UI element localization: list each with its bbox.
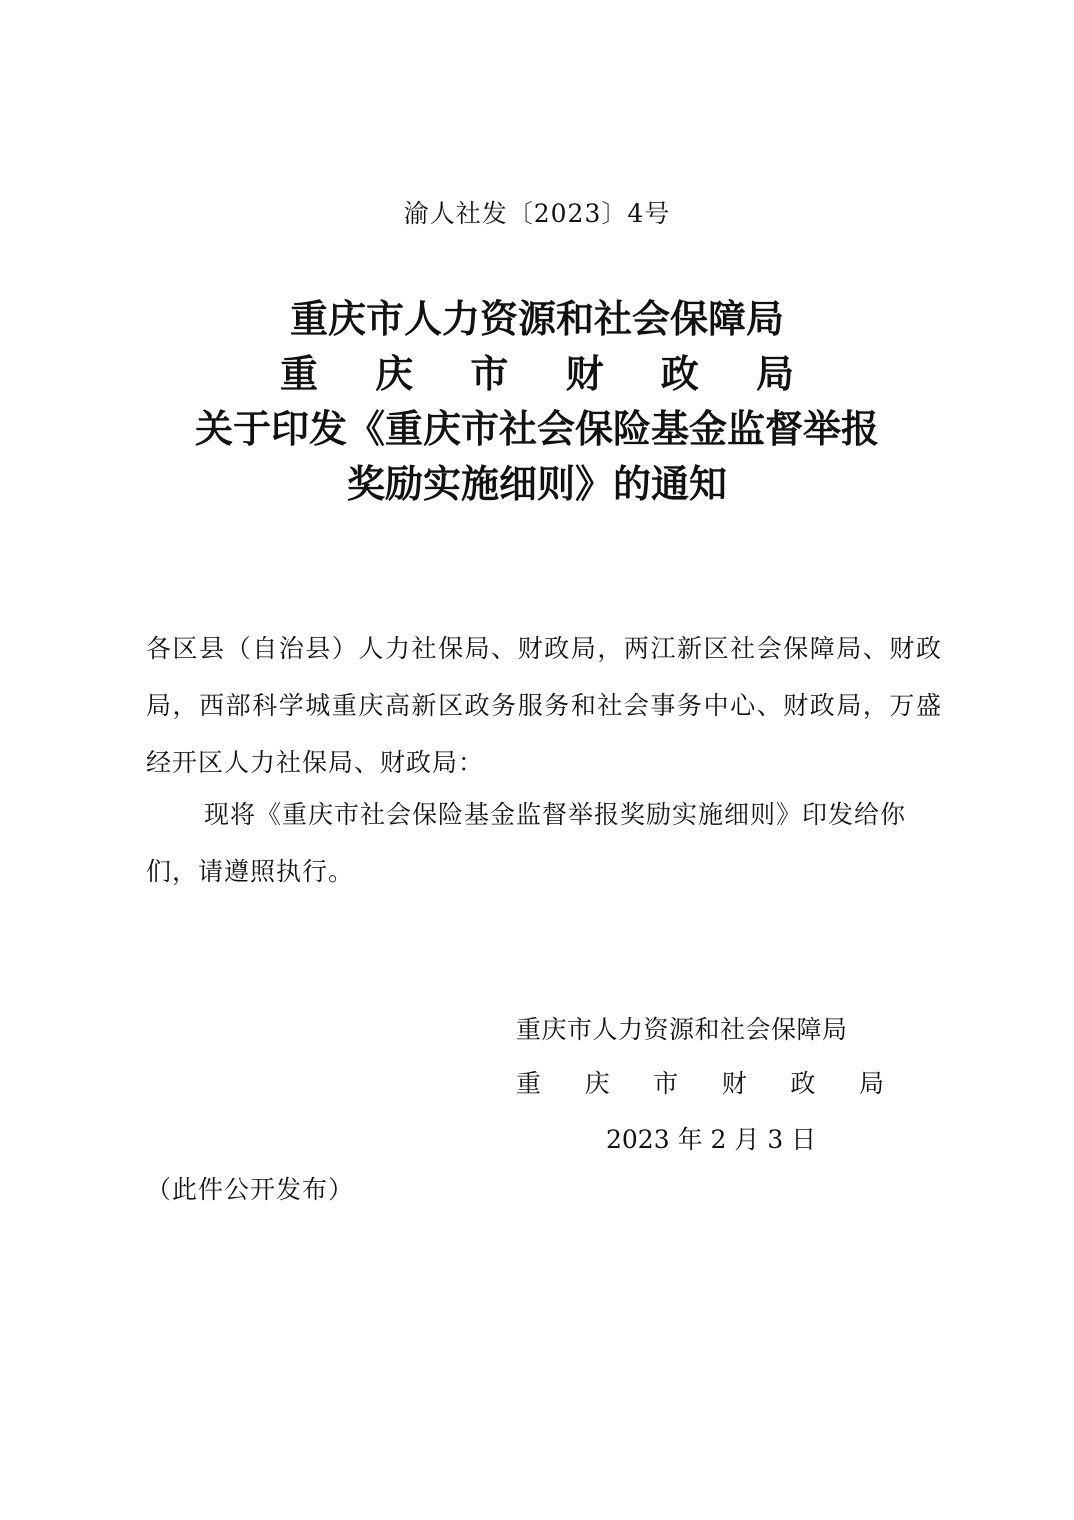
signature-org-2-char: 庆: [584, 1069, 610, 1098]
addressee-paragraph: 各区县（自治县）人力社保局、财政局，两江新区社会保障局、财政局，西部科学城重庆高新区政务服务和社会事务中心、财政局，万盛经开区人力社保局、财政局：: [146, 634, 942, 777]
signature-date: 2023 年 2 月 3 日: [606, 1125, 817, 1154]
publication-note: （此件公开发布）: [146, 1175, 355, 1204]
title-line-2-char: 市: [470, 352, 509, 396]
title-line-2-char: 政: [660, 352, 699, 396]
document-number: 渝人社发〔2023〕4号: [403, 199, 671, 228]
signature-org-2-char: 重: [516, 1069, 542, 1098]
signature-org-2-char: 财: [721, 1069, 747, 1098]
signature-org-2-char: 局: [858, 1069, 884, 1098]
signature-org-2-char: 市: [653, 1069, 679, 1098]
title-line-2: [280, 347, 794, 402]
document-title: [0, 292, 1074, 512]
signature-org-2: [516, 1064, 884, 1100]
title-line-3: 关于印发《重庆市社会保险基金监督举报: [194, 407, 879, 451]
title-line-4: 奖励实施细则》的通知: [346, 462, 727, 506]
title-line-2-char: 重: [280, 352, 319, 396]
signature-org-1: 重庆市人力资源和社会保障局: [516, 1015, 848, 1044]
title-line-2-char: 财: [565, 352, 604, 396]
signature-org-2-char: 政: [790, 1069, 816, 1098]
title-line-2-char: 局: [755, 352, 794, 396]
title-line-1: 重庆市人力资源和社会保障局: [289, 297, 784, 341]
title-line-2-char: 庆: [375, 352, 414, 396]
main-paragraph: 现将《重庆市社会保险基金监督举报奖励实施细则》印发给你们，请遵照执行。: [146, 800, 907, 886]
